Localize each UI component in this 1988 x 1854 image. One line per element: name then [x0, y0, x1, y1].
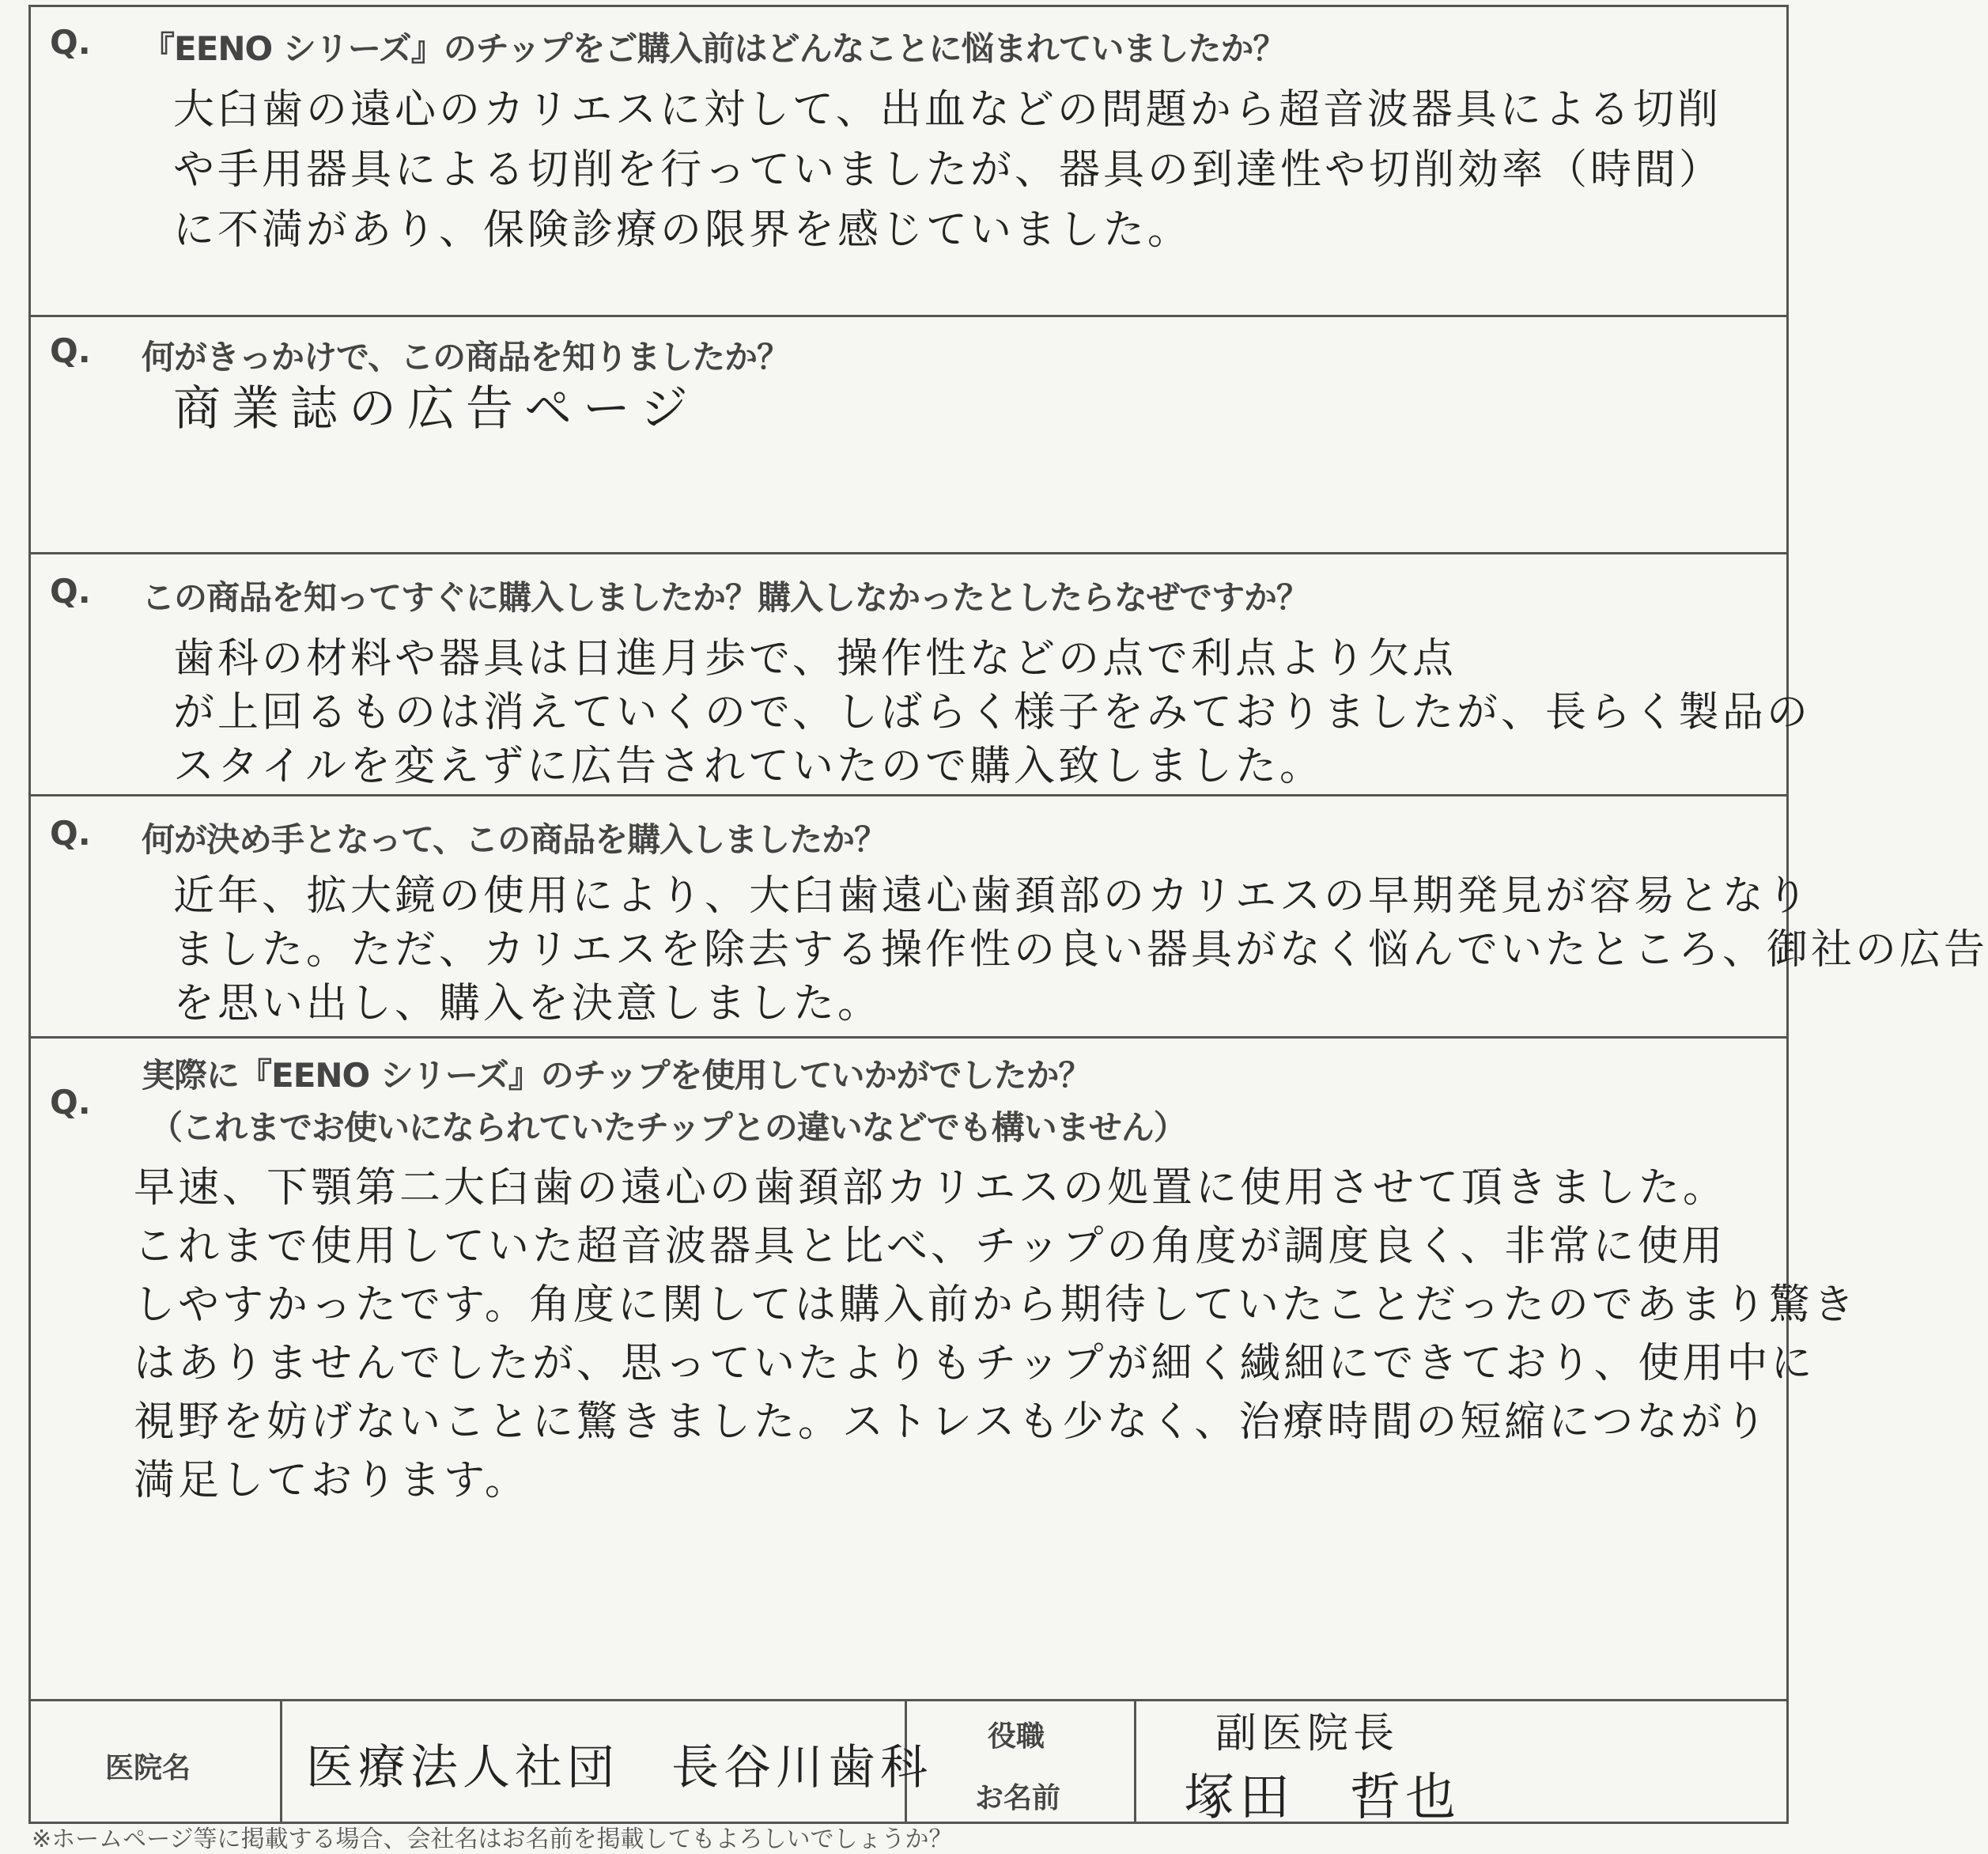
answer-4: [173, 869, 1988, 1031]
title-label: 役職: [988, 1720, 1045, 1753]
section-4: [31, 794, 1988, 1036]
title-value: 副医院長: [1215, 1710, 1400, 1758]
person-name-value: 塚田 哲也: [1184, 1769, 1461, 1827]
section-5: [31, 1036, 1858, 1699]
question-5: 実際に『EENO シリーズ』のチップを使用していかがでしたか？: [142, 1056, 1091, 1095]
questionnaire-sheet: [28, 5, 1988, 1827]
q-marker: Q.: [50, 331, 91, 370]
answer-line: しやすかったです。角度に関しては購入前から期待していたことだったのであまり驚き: [134, 1281, 1858, 1329]
answer-line: はありませんでしたが、思っていたよりもチップが細く繊細にできており、使用中に: [134, 1340, 1816, 1387]
question-2: 何がきっかけで、この商品を知りましたか？: [142, 338, 790, 376]
answer-line: ました。ただ、カリエスを除去する操作性の良い器具がなく悩んでいたところ、御社の広告: [173, 926, 1988, 974]
clinic-name-value: 医療法人社団 長谷川歯科: [306, 1740, 932, 1795]
answer-line: 近年、拡大鏡の使用により、大臼歯遠心歯頚部のカリエスの早期発見が容易となり: [173, 872, 1811, 920]
q-marker: Q.: [50, 814, 91, 853]
answer-line: や手用器具による切削を行っていましたが、器具の到達性や切削効率（時間）: [173, 146, 1724, 194]
clinic-info-footer: [31, 1699, 1786, 1827]
section-3: [31, 552, 1811, 794]
answer-line: 商業誌の広告ページ: [173, 381, 699, 437]
q-marker: Q.: [50, 1083, 91, 1122]
bottom-note: ※ホームページ等に掲載する場合、会社名はお名前を掲載してもよろしいでしょうか？: [32, 1826, 953, 1853]
q-marker: Q.: [50, 23, 91, 62]
answer-5: [134, 1159, 1858, 1510]
question-4: 何が決め手となって、この商品を購入しましたか？: [142, 820, 887, 859]
answer-line: 視野を妨げないことに驚きました。ストレスも少なく、治療時間の短縮につながり: [134, 1398, 1770, 1446]
section-1: [31, 5, 1786, 315]
answer-line: これまで使用していた超音波器具と比べ、チップの角度が調度良く、非常に使用: [134, 1223, 1726, 1270]
section-2: [31, 315, 1786, 552]
answer-line: 大臼歯の遠心のカリエスに対して、出血などの問題から超音波器具による切削: [173, 86, 1722, 134]
question-5-note: （これまでお使いになられていたチップとの違いなどでも構いません）: [149, 1108, 1186, 1147]
answer-line: を思い出し、購入を決意しました。: [173, 980, 883, 1027]
answer-2: [173, 379, 1739, 439]
answer-line: に不満があり、保険診療の限界を感じていました。: [173, 206, 1192, 254]
answer-line: 早速、下顎第二大臼歯の遠心の歯頚部カリエスの処置に使用させて頂きました。: [134, 1164, 1727, 1212]
name-value-cell: [1136, 1701, 1786, 1827]
clinic-value-cell: [282, 1701, 932, 1822]
answer-line: が上回るものは消えていくので、しばらく様子をみておりましたが、長らく製品の: [173, 689, 1811, 736]
clinic-label-cell: [31, 1701, 282, 1822]
question-3: この商品を知ってすぐに購入しましたか？購入しなかったとしたらなぜですか？: [142, 578, 1310, 617]
question-1: 『EENO シリーズ』のチップをご購入前はどんなことに悩まれていましたか？: [142, 29, 1286, 68]
answer-line: 満足しております。: [134, 1457, 529, 1504]
answer-line: スタイルを変えずに広告されていたので購入致しました。: [173, 743, 1324, 790]
answer-3: [173, 632, 1811, 793]
answer-1: [173, 80, 1739, 260]
title-label-cell: [907, 1701, 1136, 1822]
name-label: お名前: [975, 1782, 1061, 1814]
q-marker: Q.: [50, 572, 91, 611]
answer-line: 歯科の材料や器具は日進月歩で、操作性などの点で利点より欠点: [173, 635, 1457, 683]
clinic-name-label: 医院名: [105, 1752, 191, 1784]
